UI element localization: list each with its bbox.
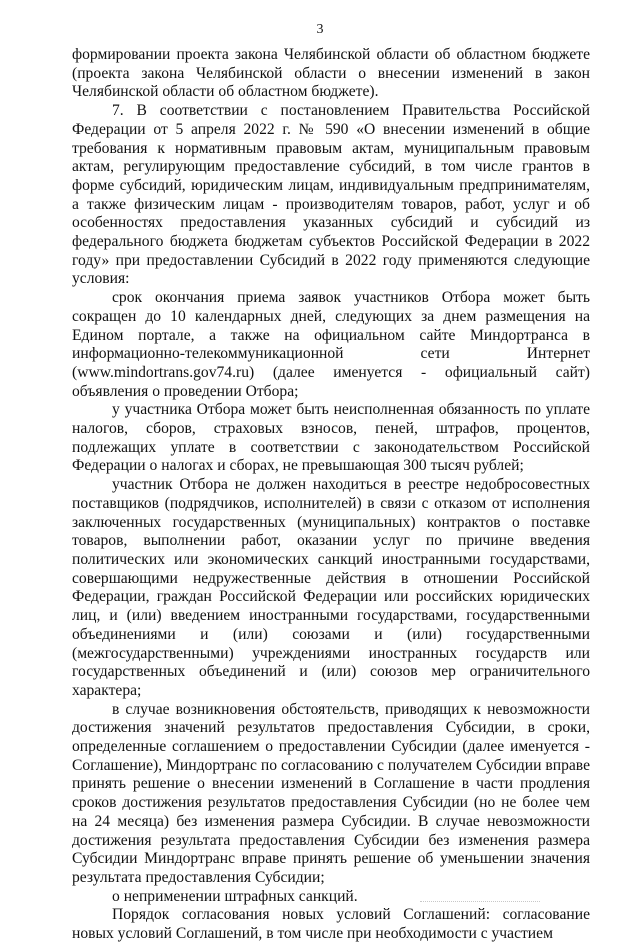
page-number: 3 <box>316 22 324 37</box>
paragraph-budget-continuation: формировании проекта закона Челябинской области об областном бюджете (проекта закона Челябинской области о внесении изменений в закон Челябинской области об областном бюджете). <box>72 46 590 101</box>
paragraph-no-penalties: о неприменении штрафных санкций. <box>112 887 358 905</box>
paragraph-approval-procedure: Порядок согласования новых условий Соглашений: согласование новых условий Соглашений, в том числе при необходимости с участием <box>72 906 590 943</box>
paragraph-application-deadline: срок окончания приема заявок участников Отбора может быть сокращен до 10 календарных дней, следующих за днем размещения на Едином портале, а также на официальном сайте Миндортранса в информационно-телекоммуникационной сети Интернет (www.mindortrans.gov74.ru) (далее именуется - официальный сайт) объявления о проведении Отбора; <box>72 289 590 400</box>
scan-artifact-line <box>420 901 540 902</box>
paragraph-tax-obligation: у участника Отбора может быть неисполненная обязанность по уплате налогов, сборов, страховых взносов, пеней, штрафов, процентов, подлежащих уплате в соответствии с законодательством Российской Федерации о налогах и сборах, не превышающая 300 тысяч рублей; <box>72 401 590 475</box>
document-body <box>72 46 590 944</box>
paragraph-results-deadline-extension: в случае возникновения обстоятельств, приводящих к невозможности достижения значений результатов предоставления Субсидии, в сроки, определенные соглашением о предоставлении Субсидии (далее именуется - Соглашение), Миндортранс по согласованию с получателем Субсидии вправе принять решение о внесении изменений в Соглашение в части продления сроков достижения результатов предоставления Субсидии (но не более чем на 24 месяца) без изменения размера Субсидии. В случае невозможности достижения результата предоставления Субсидии без изменения размера Субсидии Миндортранс вправе принять решение об уменьшении значения результата предоставления Субсидии; <box>72 700 590 886</box>
paragraph-item-7: 7. В соответствии с постановлением Правительства Российской Федерации от 5 апреля 2022 г. № 590 «О внесении изменений в общие требования к нормативным правовым актам, муниципальным правовым актам, регулирующим предоставление субсидий, в том числе грантов в форме субсидий, юридическим лицам, индивидуальным предпринимателям, а также физическим лицам - производителям товаров, работ, услуг и об особенностях предоставления указанных субсидий и субсидий из федерального бюджета бюджетам субъектов Российской Федерации в 2022 году» при предоставлении Субсидий в 2022 году применяются следующие условия: <box>72 102 590 288</box>
paragraph-unfair-suppliers-registry: участник Отбора не должен находиться в реестре недобросовестных поставщиков (подрядчиков, исполнителей) в связи с отказом от исполнения заключенных государственных (муниципальных) контрактов о поставке товаров, выполнении работ, оказании услуг по причине введения политических или экономических санкций иностранными государствами, совершающими недружественные действия в отношении Российской Федерации, граждан Российской Федерации или российских юридических лиц, и (или) введением иностранными государствами, государственными объединениями и (или) союзами и (или) государственными (межгосударственными) учреждениями иностранных государств или государственных объединений и (или) союзов мер ограничительного характера; <box>72 476 590 699</box>
